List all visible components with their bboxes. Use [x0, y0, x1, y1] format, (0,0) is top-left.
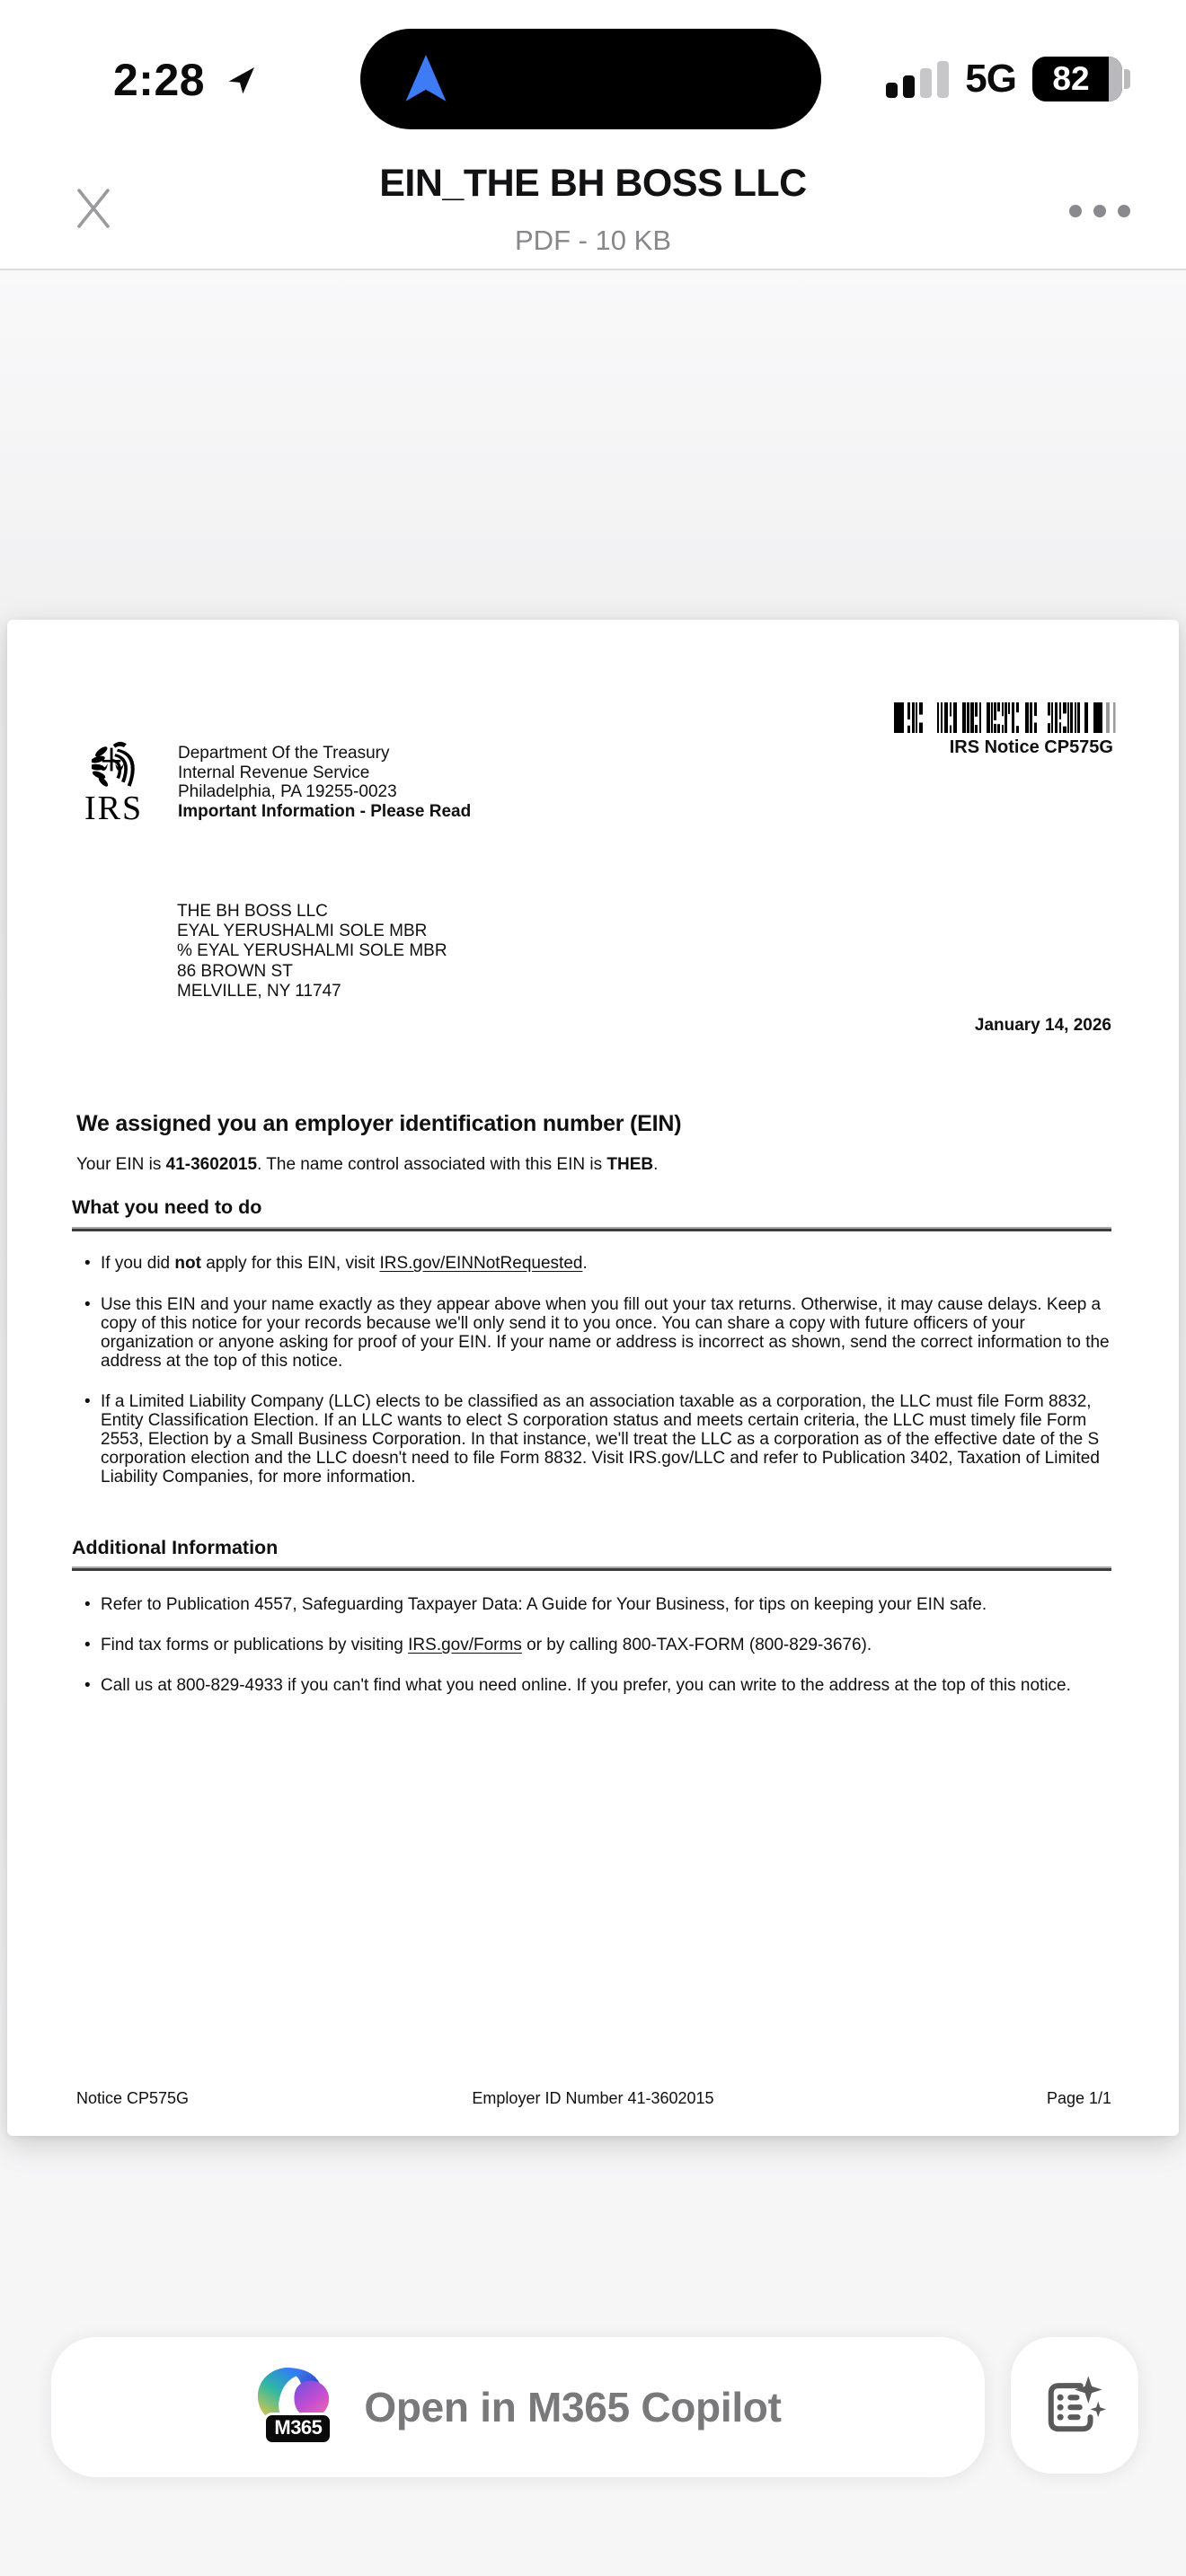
more-icon [1118, 205, 1130, 217]
copilot-summarize-button[interactable] [1011, 2337, 1138, 2474]
footer-page-number: Page 1/1 [1046, 2089, 1111, 2107]
bullet-item: • Call us at 800-829-4933 if you can't find what you need online. If you prefer, you can write to the address at the top of this notice. [84, 1676, 1071, 1695]
footer-notice-id: Notice CP575G [76, 2089, 190, 2107]
pdf-viewer[interactable] [0, 270, 1186, 2576]
ein-statement: Your EIN is 41-3602015. The name control associated with this EIN is THEB. [76, 1155, 659, 1174]
location-arrow-icon [223, 63, 259, 99]
irs-forms-link[interactable]: IRS.gov/Forms [408, 1636, 522, 1654]
network-type: 5G [965, 57, 1016, 101]
agency-emphasis: Important Information - Please Read [178, 801, 472, 821]
open-in-m365-copilot-button[interactable] [51, 2337, 985, 2477]
document-subtitle: PDF - 10 KB [515, 225, 671, 256]
section-rule [72, 1227, 1111, 1231]
more-icon [1069, 205, 1082, 217]
section-rule [72, 1566, 1111, 1571]
m365-badge: M365 [263, 2413, 332, 2445]
notice-type-label: IRS Notice CP575G [949, 737, 1113, 757]
more-options-button[interactable] [1064, 199, 1136, 223]
battery-percent: 82 [1052, 60, 1090, 97]
summarize-list-sparkle-icon [1043, 2374, 1106, 2437]
battery-icon [1032, 57, 1130, 101]
pdf-page [7, 620, 1179, 2136]
irs-eagle-logo [92, 740, 142, 790]
bullet-item: • If a Limited Liability Company (LLC) elects to be classified as an association taxable as a corporation, the LLC must file Form 8832, Entity Classification Election. If an LLC wants to elect S corporation status and meets certain criteria, the LLC must timely file Form 2553, Election by a Small Business Corporation. In that instance, we'll treat the LLC as a corporation as of the effective date of the S corporation election and the LLC doesn't need to file Form 8832. Visit IRS.gov/LLC and refer to Publication 3402, Taxation of Limited Liability Companies, for more information. [84, 1392, 1100, 1486]
notice-date: January 14, 2026 [974, 1016, 1111, 1035]
section-title-what-you-need-to-do: What you need to do [72, 1196, 262, 1218]
section-title-additional-information: Additional Information [72, 1537, 279, 1558]
barcode [894, 702, 1120, 733]
bullet-item: • Find tax forms or publications by visiting IRS.gov/Forms or by calling 800-TAX-FORM (800-829-3676). [84, 1636, 872, 1654]
status-right-cluster [886, 52, 1130, 106]
document-title: EIN_THE BH BOSS LLC [379, 162, 807, 205]
name-control-value: THEB [606, 1155, 654, 1174]
bullet-item: • Use this EIN and your name exactly as they appear above when you fill out your tax returns. Otherwise, it may cause delays. Keep a copy of this notice for your records because we'll only send it to you once. You can share a copy with future officers of your organization or anyone asking for proof of your EIN. If your name or address is incorrect as shown, send the correct information to the address at the top of this notice. [84, 1295, 1110, 1371]
agency-address-block: Department Of the Treasury Internal Revenue Service Philadelphia, PA 19255-0023 Important Information - Please Read [178, 744, 472, 821]
notice-heading: We assigned you an employer identification number (EIN) [76, 1111, 682, 1136]
more-icon [1093, 205, 1106, 217]
open-button-label: Open in M365 Copilot [364, 2384, 782, 2430]
dynamic-island[interactable] [360, 29, 821, 129]
status-time: 2:28 [113, 54, 259, 106]
signal-strength-icon [886, 60, 949, 98]
navigation-arrow-icon [402, 52, 450, 106]
m365-copilot-logo [254, 2364, 341, 2450]
bullet-item: • If you did not apply for this EIN, visit IRS.gov/EINNotRequested. [84, 1254, 588, 1273]
ein-value: 41-3602015 [165, 1155, 258, 1174]
footer-employer-id: Employer ID Number 41-3602015 [472, 2089, 714, 2107]
bullet-item: • Refer to Publication 4557, Safeguarding Taxpayer Data: A Guide for Your Business, for tips on keeping your EIN safe. [84, 1595, 987, 1614]
irs-logo-text: IRS [84, 790, 144, 827]
recipient-address-block: THE BH BOSS LLC EYAL YERUSHALMI SOLE MBR % EYAL YERUSHALMI SOLE MBR 86 BROWN ST MELVILLE, NY 11747 [177, 902, 447, 1001]
ein-not-requested-link[interactable]: IRS.gov/EINNotRequested [379, 1254, 583, 1273]
